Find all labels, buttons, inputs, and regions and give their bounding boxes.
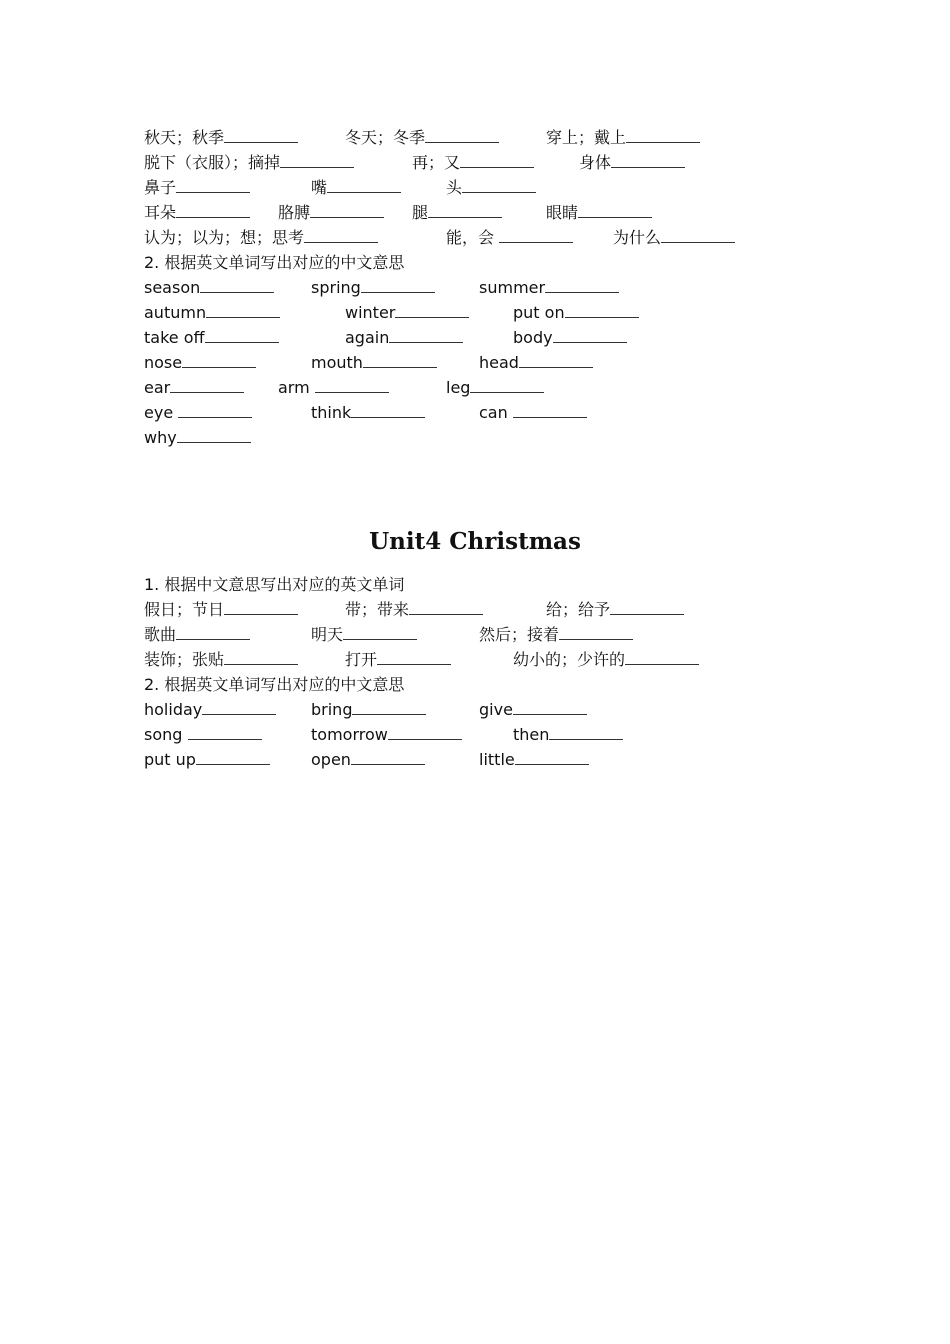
vocab-row bbox=[0, 400, 950, 425]
vocab-item: autumn bbox=[144, 300, 280, 325]
answer-blank[interactable] bbox=[499, 229, 573, 243]
answer-blank[interactable] bbox=[351, 751, 425, 765]
answer-blank[interactable] bbox=[513, 404, 587, 418]
vocab-item: 再；又 bbox=[412, 150, 534, 175]
vocab-item: then bbox=[513, 722, 623, 747]
vocab-item: 身体 bbox=[579, 150, 685, 175]
answer-blank[interactable] bbox=[428, 204, 502, 218]
vocab-item: 认为；以为；想；思考 bbox=[144, 225, 378, 250]
answer-blank[interactable] bbox=[188, 726, 262, 740]
answer-blank[interactable] bbox=[625, 651, 699, 665]
vocab-item: body bbox=[513, 325, 627, 350]
vocab-item: can bbox=[479, 400, 587, 425]
answer-blank[interactable] bbox=[363, 354, 437, 368]
answer-blank[interactable] bbox=[425, 129, 499, 143]
vocab-item: 明天 bbox=[311, 622, 417, 647]
answer-blank[interactable] bbox=[196, 751, 270, 765]
vocab-item: open bbox=[311, 747, 425, 772]
answer-blank[interactable] bbox=[549, 726, 623, 740]
vocab-item: leg bbox=[446, 375, 544, 400]
vocab-item: mouth bbox=[311, 350, 437, 375]
vocab-item: 秋天；秋季 bbox=[144, 125, 298, 150]
answer-blank[interactable] bbox=[205, 329, 279, 343]
vocab-row bbox=[0, 647, 950, 672]
vocab-item: 穿上；戴上 bbox=[546, 125, 700, 150]
vocab-item: 脱下（衣服）；摘掉 bbox=[144, 150, 354, 175]
answer-blank[interactable] bbox=[409, 601, 483, 615]
section-heading: 2. 根据英文单词写出对应的中文意思 bbox=[144, 675, 405, 694]
answer-blank[interactable] bbox=[351, 404, 425, 418]
answer-blank[interactable] bbox=[176, 204, 250, 218]
vocab-row bbox=[0, 275, 950, 300]
vocab-item: 眼睛 bbox=[546, 200, 652, 225]
answer-blank[interactable] bbox=[611, 154, 685, 168]
vocab-row bbox=[0, 225, 950, 250]
answer-blank[interactable] bbox=[224, 129, 298, 143]
vocab-item: eye bbox=[144, 400, 252, 425]
answer-blank[interactable] bbox=[462, 179, 536, 193]
answer-blank[interactable] bbox=[565, 304, 639, 318]
answer-blank[interactable] bbox=[661, 229, 735, 243]
vocab-item: why bbox=[144, 425, 251, 450]
vocab-row bbox=[0, 125, 950, 150]
answer-blank[interactable] bbox=[176, 179, 250, 193]
vocab-item: 带；带来 bbox=[345, 597, 483, 622]
answer-blank[interactable] bbox=[395, 304, 469, 318]
answer-blank[interactable] bbox=[177, 429, 251, 443]
answer-blank[interactable] bbox=[280, 154, 354, 168]
vocab-item: season bbox=[144, 275, 274, 300]
answer-blank[interactable] bbox=[519, 354, 593, 368]
vocab-item: spring bbox=[311, 275, 435, 300]
vocab-item: 冬天；冬季 bbox=[345, 125, 499, 150]
answer-blank[interactable] bbox=[610, 601, 684, 615]
vocab-row bbox=[0, 200, 950, 225]
answer-blank[interactable] bbox=[377, 651, 451, 665]
answer-blank[interactable] bbox=[389, 329, 463, 343]
answer-blank[interactable] bbox=[202, 701, 276, 715]
answer-blank[interactable] bbox=[626, 129, 700, 143]
answer-blank[interactable] bbox=[470, 379, 544, 393]
vocab-item: put on bbox=[513, 300, 639, 325]
vocab-item: tomorrow bbox=[311, 722, 462, 747]
vocab-item: 腿 bbox=[412, 200, 502, 225]
vocab-item: 假日；节日 bbox=[144, 597, 298, 622]
answer-blank[interactable] bbox=[460, 154, 534, 168]
vocab-item: little bbox=[479, 747, 589, 772]
vocab-item: think bbox=[311, 400, 425, 425]
vocab-item: summer bbox=[479, 275, 619, 300]
answer-blank[interactable] bbox=[200, 279, 274, 293]
unit-title: Unit4 Christmas bbox=[369, 528, 581, 555]
answer-blank[interactable] bbox=[224, 651, 298, 665]
vocab-row bbox=[0, 425, 950, 450]
vocab-item: 然后；接着 bbox=[479, 622, 633, 647]
vocab-item: 耳朵 bbox=[144, 200, 250, 225]
answer-blank[interactable] bbox=[170, 379, 244, 393]
vocab-item: song bbox=[144, 722, 262, 747]
answer-blank[interactable] bbox=[388, 726, 462, 740]
answer-blank[interactable] bbox=[327, 179, 401, 193]
answer-blank[interactable] bbox=[178, 404, 252, 418]
vocab-row bbox=[0, 150, 950, 175]
answer-blank[interactable] bbox=[559, 626, 633, 640]
vocab-row bbox=[0, 622, 950, 647]
section-heading: 2. 根据英文单词写出对应的中文意思 bbox=[144, 253, 405, 272]
answer-blank[interactable] bbox=[182, 354, 256, 368]
answer-blank[interactable] bbox=[515, 751, 589, 765]
answer-blank[interactable] bbox=[315, 379, 389, 393]
vocab-item: 给；给予 bbox=[546, 597, 684, 622]
vocab-item: arm bbox=[278, 375, 389, 400]
answer-blank[interactable] bbox=[343, 626, 417, 640]
vocab-row bbox=[0, 747, 950, 772]
answer-blank[interactable] bbox=[361, 279, 435, 293]
vocab-item: put up bbox=[144, 747, 270, 772]
answer-blank[interactable] bbox=[545, 279, 619, 293]
vocab-item: 为什么 bbox=[613, 225, 735, 250]
vocab-item: 装饰；张贴 bbox=[144, 647, 298, 672]
vocab-item: 歌曲 bbox=[144, 622, 250, 647]
vocab-item: holiday bbox=[144, 697, 276, 722]
answer-blank[interactable] bbox=[352, 701, 426, 715]
vocab-item: 打开 bbox=[345, 647, 451, 672]
vocab-row bbox=[0, 722, 950, 747]
vocab-item: give bbox=[479, 697, 587, 722]
vocab-item: take off bbox=[144, 325, 279, 350]
vocab-item: again bbox=[345, 325, 463, 350]
vocab-item: nose bbox=[144, 350, 256, 375]
answer-blank[interactable] bbox=[513, 701, 587, 715]
vocab-item: 胳膊 bbox=[278, 200, 384, 225]
vocab-row bbox=[0, 325, 950, 350]
vocab-item: ear bbox=[144, 375, 244, 400]
answer-blank[interactable] bbox=[304, 229, 378, 243]
answer-blank[interactable] bbox=[206, 304, 280, 318]
vocab-item: 嘴 bbox=[311, 175, 401, 200]
vocab-row bbox=[0, 375, 950, 400]
section-heading: 1. 根据中文意思写出对应的英文单词 bbox=[144, 575, 405, 594]
vocab-row bbox=[0, 350, 950, 375]
vocab-item: winter bbox=[345, 300, 469, 325]
vocab-item: bring bbox=[311, 697, 426, 722]
answer-blank[interactable] bbox=[310, 204, 384, 218]
answer-blank[interactable] bbox=[578, 204, 652, 218]
vocab-item: 幼小的；少许的 bbox=[513, 647, 699, 672]
vocab-row bbox=[0, 300, 950, 325]
vocab-item: 鼻子 bbox=[144, 175, 250, 200]
vocab-item: 头 bbox=[446, 175, 536, 200]
answer-blank[interactable] bbox=[224, 601, 298, 615]
vocab-item: head bbox=[479, 350, 593, 375]
vocab-row bbox=[0, 697, 950, 722]
vocab-row bbox=[0, 175, 950, 200]
answer-blank[interactable] bbox=[553, 329, 627, 343]
answer-blank[interactable] bbox=[176, 626, 250, 640]
vocab-row bbox=[0, 597, 950, 622]
vocab-item: 能，会 bbox=[446, 225, 573, 250]
